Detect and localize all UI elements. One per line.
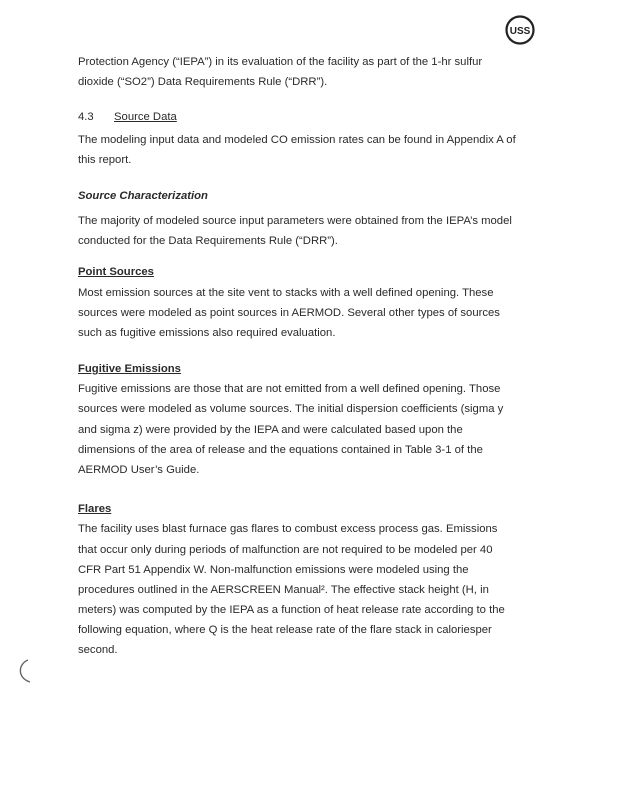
intro-line-2: dioxide (“SO2”) Data Requirements Rule (“DRR”). xyxy=(78,76,328,88)
flares-line-4: procedures outlined in the AERSCREEN Manual². The effective stack height (H, in xyxy=(78,584,489,596)
flares-line-5: meters) was computed by the IEPA as a function of heat release rate according to the xyxy=(78,604,505,616)
logo-text: USS xyxy=(509,26,531,37)
flares-line-1: The facility uses blast furnace gas flares to combust excess process gas. Emissions xyxy=(78,523,498,535)
margin-binder-mark xyxy=(14,658,36,684)
point-sources-line-2: sources were modeled as point sources in AERMOD. Several other types of sources xyxy=(78,307,500,319)
fugitive-line-5: AERMOD User’s Guide. xyxy=(78,464,200,476)
fugitive-emissions-heading: Fugitive Emissions xyxy=(78,363,181,375)
fugitive-line-2: sources were modeled as volume sources. The initial dispersion coefficients (sigma y xyxy=(78,403,504,415)
flares-line-3: CFR Part 51 Appendix W. Non-malfunction emissions were modeled using the xyxy=(78,564,469,576)
fugitive-line-4: dimensions of the area of release and the equations contained in Table 3-1 of the xyxy=(78,444,483,456)
section-title: Source Data xyxy=(114,111,177,123)
source-characterization-heading: Source Characterization xyxy=(78,190,208,202)
source-data-line-1: The modeling input data and modeled CO emission rates can be found in Appendix A of xyxy=(78,134,516,146)
uss-logo xyxy=(505,15,535,45)
point-sources-heading: Point Sources xyxy=(78,266,154,278)
fugitive-line-3: and sigma z) were provided by the IEPA and were calculated based upon the xyxy=(78,424,463,436)
point-sources-line-3: such as fugitive emissions also required evaluation. xyxy=(78,327,336,339)
section-number: 4.3 xyxy=(78,111,94,123)
point-sources-line-1: Most emission sources at the site vent to stacks with a well defined opening. These xyxy=(78,287,494,299)
source-characterization-line-1: The majority of modeled source input parameters were obtained from the IEPA’s model xyxy=(78,215,512,227)
flares-heading: Flares xyxy=(78,503,112,515)
flares-line-7: second. xyxy=(78,644,118,656)
fugitive-line-1: Fugitive emissions are those that are not emitted from a well defined opening. Those xyxy=(78,383,501,395)
flares-line-2: that occur only during periods of malfunction are not required to be modeled per 40 xyxy=(78,544,493,556)
flares-line-6: following equation, where Q is the heat release rate of the flare stack in caloriesper xyxy=(78,624,492,636)
source-data-line-2: this report. xyxy=(78,154,132,166)
intro-line-1: Protection Agency (“IEPA”) in its evaluation of the facility as part of the 1-hr sulfur xyxy=(78,56,483,68)
source-characterization-line-2: conducted for the Data Requirements Rule (“DRR”). xyxy=(78,235,338,247)
